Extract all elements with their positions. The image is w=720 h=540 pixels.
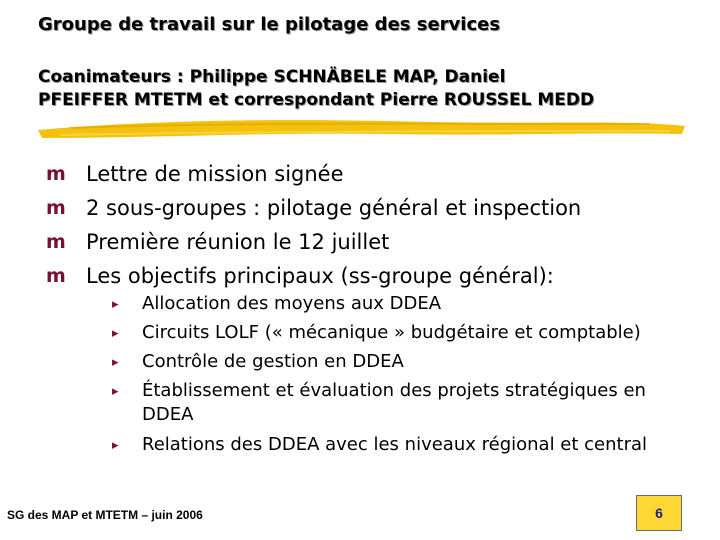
sub-bullet-list: [112, 289, 672, 459]
bullet-text: Première réunion le 12 juillet: [86, 230, 390, 254]
triangle-right-icon: ▸: [112, 296, 119, 311]
yellow-highlight-brush: [30, 112, 690, 142]
main-bullet-list: [46, 157, 581, 293]
page-number-badge: [636, 495, 682, 531]
list-item: [112, 289, 672, 318]
bullet-text: Les objectifs principaux (ss-groupe général):: [86, 264, 554, 288]
triangle-right-icon: ▸: [112, 383, 119, 398]
list-item: [112, 430, 672, 459]
bullet-m-icon: m: [46, 264, 66, 287]
sub-bullet-text: Établissement et évaluation des projets stratégiques en DDEA: [142, 380, 646, 425]
triangle-right-icon: ▸: [112, 437, 119, 452]
triangle-right-icon: ▸: [112, 354, 119, 369]
coanimateurs-text: [38, 66, 708, 112]
sub-bullet-text: Relations des DDEA avec les niveaux régional et central: [142, 434, 648, 455]
list-item: [112, 376, 672, 430]
triangle-right-icon: ▸: [112, 325, 119, 340]
sub-bullet-text: Circuits LOLF (« mécanique » budgétaire et comptable): [142, 322, 641, 343]
list-item: [46, 225, 581, 259]
list-item: [46, 191, 581, 225]
list-item: [112, 347, 672, 376]
coanimateurs-line-1: Coanimateurs : Philippe SCHNÄBELE MAP, Daniel: [38, 67, 506, 87]
slide-footer: SG des MAP et MTETM – juin 2006: [7, 508, 203, 522]
bullet-m-icon: m: [46, 196, 66, 219]
page-number: 6: [655, 505, 663, 521]
slide-title: Groupe de travail sur le pilotage des services: [38, 14, 501, 35]
coanimateurs-line-2: PFEIFFER MTETM et correspondant Pierre ROUSSEL MEDD: [38, 90, 595, 110]
list-item: [46, 259, 581, 293]
list-item: [46, 157, 581, 191]
bullet-text: 2 sous-groupes : pilotage général et inspection: [86, 196, 582, 220]
sub-bullet-text: Allocation des moyens aux DDEA: [142, 293, 442, 314]
list-item: [112, 318, 672, 347]
sub-bullet-text: Contrôle de gestion en DDEA: [142, 351, 404, 372]
bullet-text: Lettre de mission signée: [86, 162, 344, 186]
bullet-m-icon: m: [46, 162, 66, 185]
bullet-m-icon: m: [46, 230, 66, 253]
